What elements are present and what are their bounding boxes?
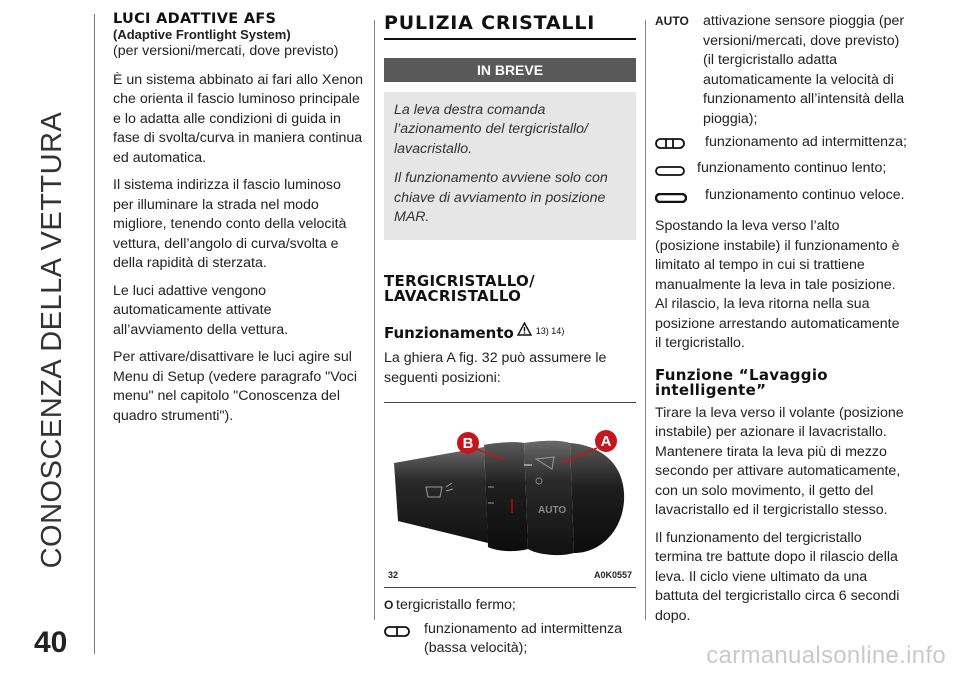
intro-paragraph: La ghiera A fig. 32 può assumere le seguenti posizioni: [384, 350, 607, 386]
intermittent-icon [384, 620, 424, 643]
continuous-slow-icon [655, 159, 697, 182]
chapter-side-title: CONOSCENZA DELLA VETTURA [36, 111, 68, 569]
paragraph: Il funzionamento del tergicristallo termina tre battute dopo il rilascio della leva. Il ciclo viene ultimato da una battuta del tergicristallo circa 6 secondi dopo. [655, 529, 900, 624]
position-text: funzionamento continuo veloce. [705, 187, 905, 203]
paragraph: Le luci adattive vengono automaticamente attivate all’avviamento della vettura. [113, 282, 289, 338]
position-item [384, 620, 636, 659]
section-title: PULIZIA CRISTALLI [384, 14, 636, 40]
funzionamento-heading [384, 322, 636, 344]
warning-triangle-icon [517, 322, 532, 342]
position-text: attivazione sensore pioggia (per versioni/mercati, dove previsto) (il tergicristallo adatta automaticamente la velocità di funzionamento all’intensità della pioggia); [703, 13, 905, 127]
lavaggio-intelligente-heading [655, 365, 907, 399]
heading-line: intelligente” [655, 380, 767, 399]
position-item [655, 186, 907, 209]
summary-text: Il funzionamento avviene solo con chiave di avviamento in posizione MAR. [394, 170, 608, 225]
column-continued [655, 12, 907, 634]
paragraph: Spostando la leva verso l’alto (posizione instabile) il funzionamento è limitato al tempo in cui si trattiene manualmente la leva in tale posizione. Al rilascio, la leva ritorna nella sua posizione arrestando automaticamente il tergicristallo. [655, 218, 900, 351]
reference-notes: 13) 14) [535, 325, 565, 336]
watermark: carmanualsonline.info [706, 642, 946, 669]
callout-b-label: B [462, 435, 474, 452]
lever-tip [570, 443, 624, 553]
subsection-heading [384, 271, 636, 305]
paragraph: È un sistema abbinato ai fari allo Xenon che orienta il fascio luminoso principale e lo adatta alle condizioni di guida in fase di svolta/curva in maniera continua ed automatica. [113, 71, 364, 166]
figure-wiper-lever [384, 402, 636, 588]
page-number: 40 [34, 626, 68, 659]
position-item [655, 12, 907, 129]
heading-line: LAVACRISTALLO [384, 286, 522, 305]
summary-text: La leva destra comanda l’azionamento del tergicristallo/ lavacristallo. [394, 101, 588, 157]
availability-note: (per versioni/mercati, dove previsto) [113, 43, 339, 59]
paragraph: Per attivare/disattivare le luci agire sul Menu di Setup (vedere paragrafo "Voci menu" nel capitolo "Conoscenza del quadro strumenti"). [113, 349, 358, 424]
in-breve-box [384, 92, 636, 240]
side-rule [94, 14, 95, 654]
figure-number: 32 [388, 569, 399, 580]
heading-line: TERGICRISTALLO/ [384, 271, 535, 290]
column-divider [645, 20, 646, 620]
column-divider [374, 20, 375, 620]
heading-luci-adattive: LUCI ADATTIVE AFS [113, 11, 277, 27]
lever-stalk [394, 447, 488, 543]
intermittent-fast-icon [655, 133, 705, 155]
auto-marking: AUTO [538, 505, 567, 516]
position-item [384, 596, 636, 616]
position-text: tergicristallo fermo; [396, 597, 516, 613]
in-breve-header: IN BREVE [384, 58, 636, 82]
lever-ring-b [484, 442, 528, 551]
position-symbol: O [384, 598, 394, 612]
position-symbol: AUTO [655, 14, 689, 28]
position-text: funzionamento continuo lento; [697, 160, 887, 176]
figure-code: A0K0557 [593, 569, 632, 580]
paragraph: Il sistema indirizza il fascio luminoso per illuminare la strada nel modo migliore, tenendo conto della velocità vettura, dell’angolo di curva/svolta e della rapidità di sterzata. [113, 177, 347, 271]
position-item [655, 133, 907, 155]
column-luci-adattive [113, 12, 363, 434]
heading-line: Funzione “Lavaggio [655, 365, 828, 384]
continuous-fast-icon [655, 186, 705, 209]
position-text: funzionamento ad intermittenza (bassa velocità); [424, 620, 622, 656]
position-item [655, 159, 907, 182]
subheading-afs: (Adaptive Frontlight System) [113, 27, 291, 42]
funzionamento-label: Funzionamento [384, 323, 514, 342]
position-text: funzionamento ad intermittenza; [705, 134, 907, 150]
wiper-lever-illustration [384, 403, 636, 589]
callout-a-label: A [600, 433, 612, 450]
paragraph: Tirare la leva verso il volante (posizione instabile) per azionare il lavacristallo. Mantenere tirata la leva più di mezzo secondo per attivare automaticamente, con un solo movimento, il getto del lavacristallo ed il tergicristallo stesso. [655, 404, 904, 518]
column-pulizia-cristalli [384, 12, 636, 663]
